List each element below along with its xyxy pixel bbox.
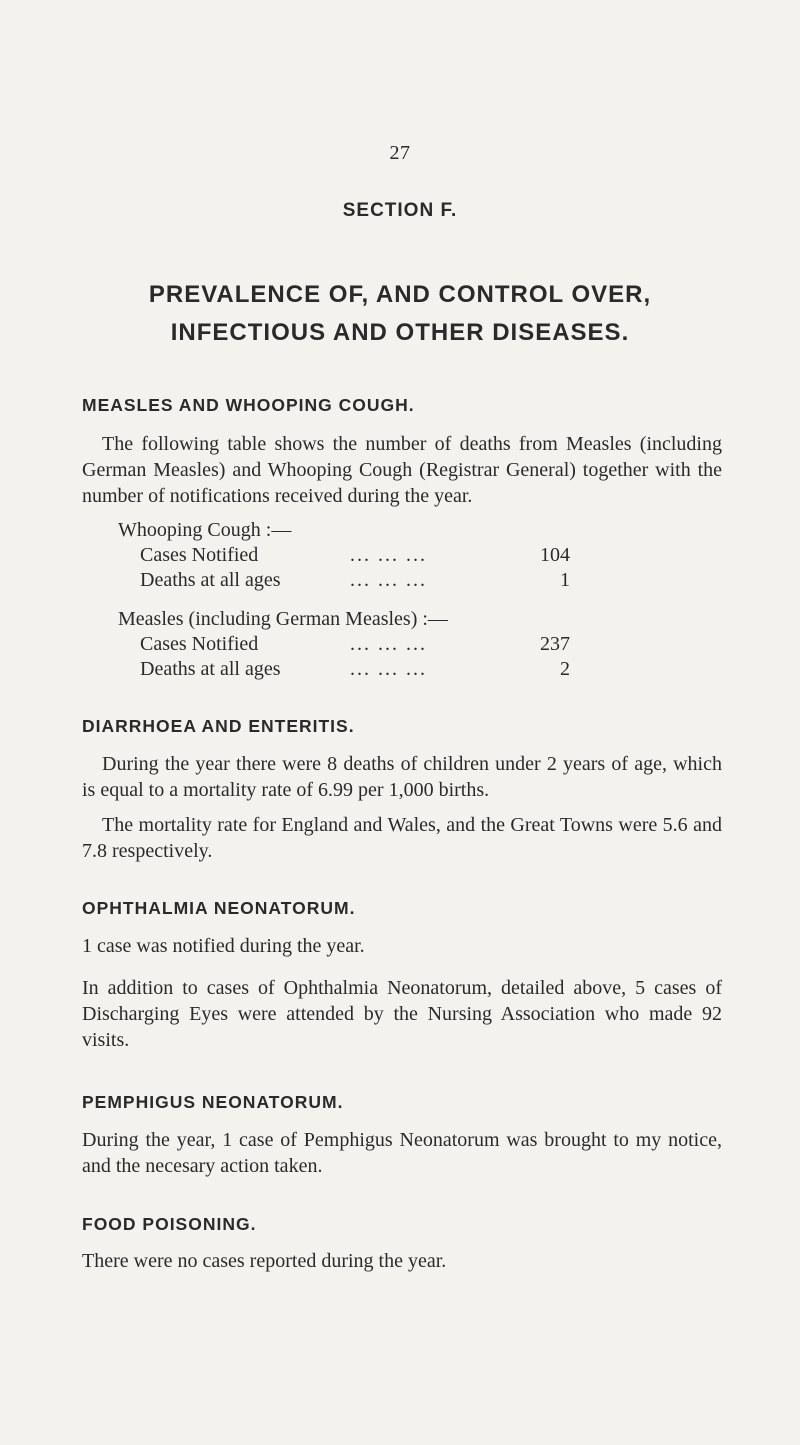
row-label: Deaths at all ages bbox=[140, 569, 281, 591]
row-value: 104 bbox=[540, 544, 570, 566]
main-title-line-2: INFECTIOUS AND OTHER DISEASES. bbox=[170, 319, 630, 346]
ophthalmia-para-1: 1 case was notified during the year. bbox=[82, 935, 365, 957]
row-dots: ... ... ... bbox=[350, 658, 427, 680]
row-dots: ... ... ... bbox=[350, 633, 427, 655]
table-row bbox=[140, 658, 570, 684]
row-value: 2 bbox=[560, 658, 570, 680]
row-label: Cases Notified bbox=[140, 544, 259, 566]
food-poisoning-para-1: There were no cases reported during the year. bbox=[82, 1250, 447, 1272]
diarrhoea-para-2: The mortality rate for England and Wales, and the Great Towns were 5.6 and 7.8 respectively. bbox=[82, 814, 722, 862]
main-title bbox=[0, 276, 800, 352]
diarrhoea-para-1: During the year there were 8 deaths of children under 2 years of age, which is equal to a mortality rate of 6.99 per 1,000 births. bbox=[82, 753, 722, 801]
ophthalmia-heading: OPHTHALMIA NEONATORUM. bbox=[82, 898, 356, 918]
diarrhoea-heading: DIARRHOEA AND ENTERITIS. bbox=[82, 716, 355, 736]
food-poisoning-heading: FOOD POISONING. bbox=[82, 1214, 257, 1234]
row-value: 237 bbox=[540, 633, 570, 655]
measles-intro: The following table shows the number of deaths from Measles (including German Measles) and Whooping Cough (Registrar General) together with the number of notifications received during the year. bbox=[82, 433, 722, 507]
measles-heading: MEASLES AND WHOOPING COUGH. bbox=[82, 395, 415, 415]
row-label: Cases Notified bbox=[140, 633, 259, 655]
row-value: 1 bbox=[560, 569, 570, 591]
row-dots: ... ... ... bbox=[350, 544, 427, 566]
row-label: Deaths at all ages bbox=[140, 658, 281, 680]
whooping-cough-label: Whooping Cough :— bbox=[118, 519, 292, 541]
section-title: SECTION F. bbox=[342, 200, 458, 221]
table-row bbox=[140, 544, 570, 570]
pemphigus-heading: PEMPHIGUS NEONATORUM. bbox=[82, 1092, 344, 1112]
ophthalmia-para-2: In addition to cases of Ophthalmia Neonatorum, detailed above, 5 cases of Discharging Eyes were attended by the Nursing Association who made 92 visits. bbox=[82, 977, 722, 1051]
measles-label: Measles (including German Measles) :— bbox=[118, 608, 448, 630]
main-title-line-1: PREVALENCE OF, AND CONTROL OVER, bbox=[148, 281, 652, 308]
table-row bbox=[140, 633, 570, 659]
pemphigus-para-1: During the year, 1 case of Pemphigus Neonatorum was brought to my notice, and the necesary action taken. bbox=[82, 1129, 722, 1177]
page-number: 27 bbox=[389, 142, 411, 164]
table-row bbox=[140, 569, 570, 595]
row-dots: ... ... ... bbox=[350, 569, 427, 591]
